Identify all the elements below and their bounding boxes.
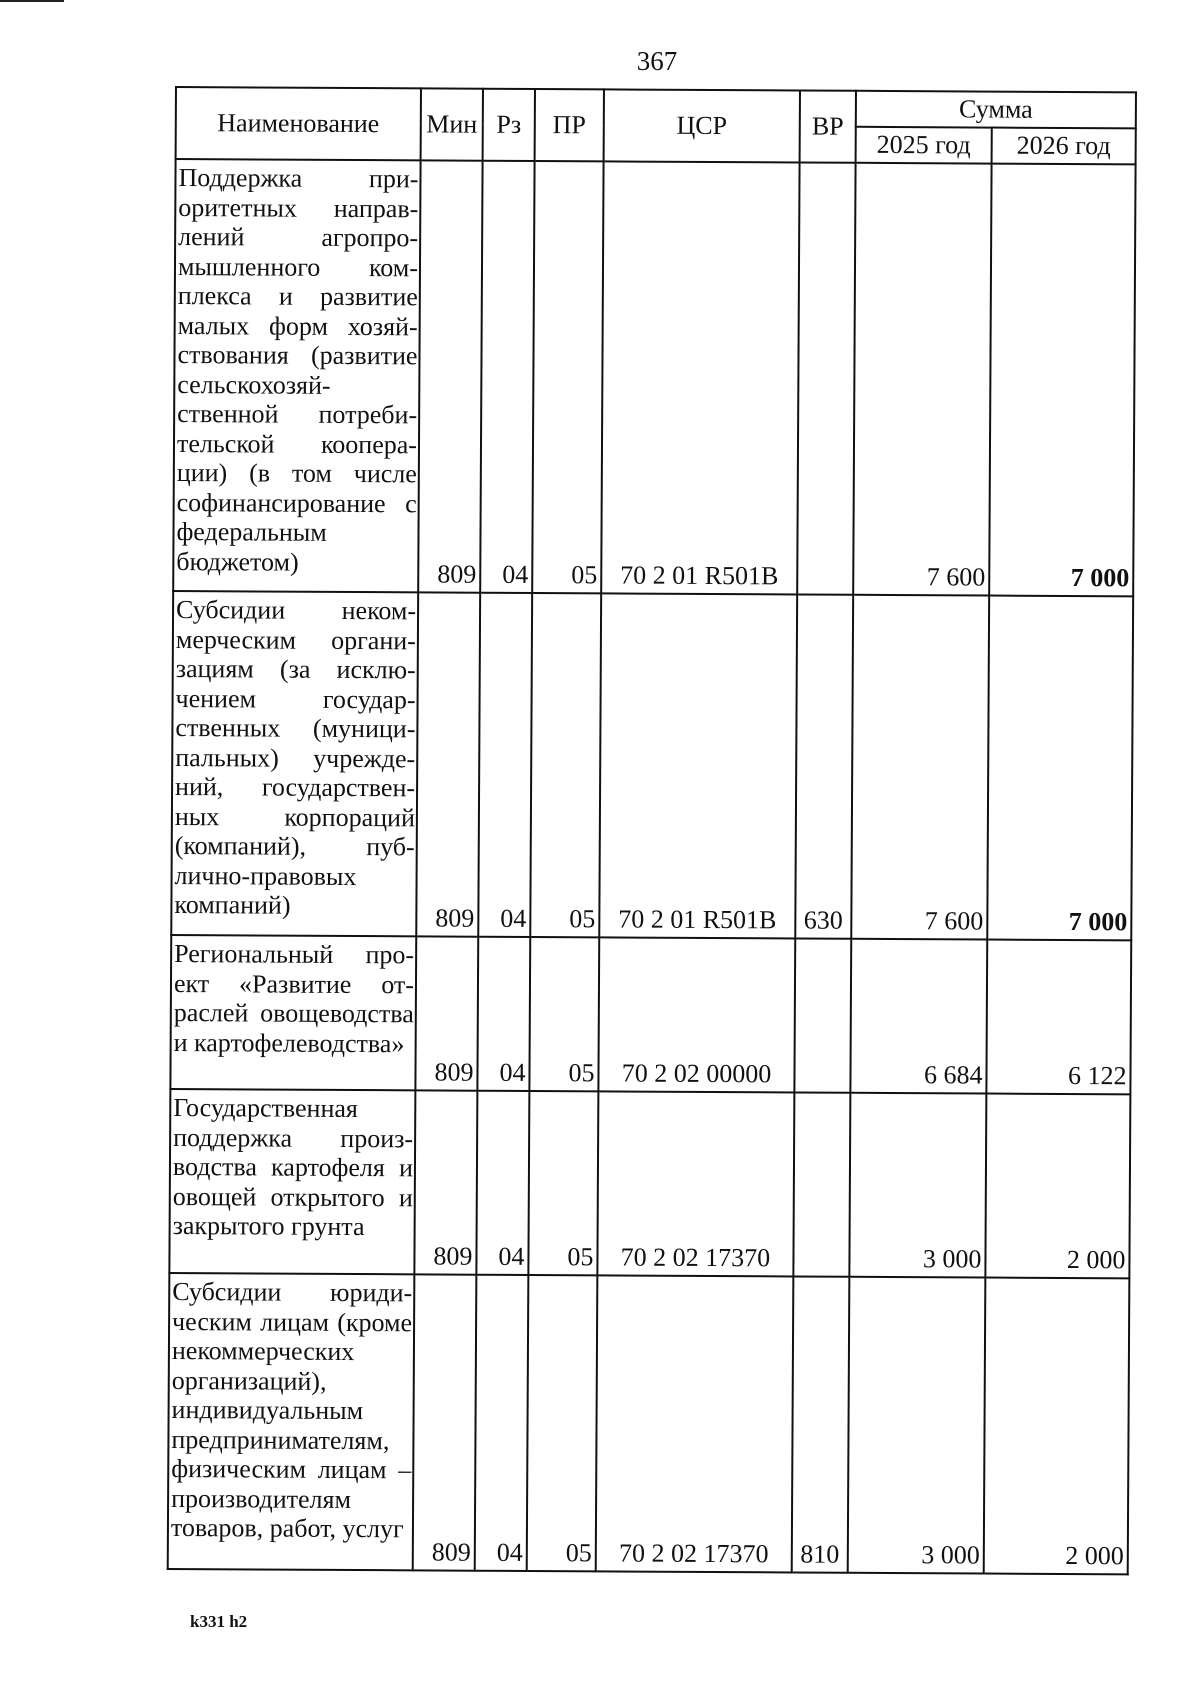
document-code: k331 h2 xyxy=(190,1612,248,1631)
header-year-2026: 2026 год xyxy=(992,128,1136,165)
row-csr: 70 2 02 00000 xyxy=(598,937,795,1092)
row-csr: 70 2 02 17370 xyxy=(596,1275,794,1572)
row-pr: 05 xyxy=(532,161,603,593)
row-sum-2026: 2 000 xyxy=(985,1094,1130,1279)
row-pr: 05 xyxy=(529,937,599,1091)
table-row xyxy=(173,159,1135,596)
row-sum-2026: 7 000 xyxy=(987,596,1133,941)
row-vr xyxy=(793,1092,850,1276)
row-csr: 70 2 01 R501B xyxy=(599,593,797,938)
header-year-2025: 2025 год xyxy=(856,127,992,164)
row-min: 809 xyxy=(418,160,482,592)
row-sum-2025: 3 000 xyxy=(848,1277,986,1574)
row-sum-2025: 3 000 xyxy=(849,1093,986,1278)
row-min: 809 xyxy=(413,1274,477,1570)
header-sum: Сумма xyxy=(856,91,1136,129)
row-name: Субсидии некоммерческим организациям (за исключением государственных (муниципальных) учреждений, государственных корпораций (компаний), публично-правовых компаний) xyxy=(171,591,418,936)
row-min: 809 xyxy=(415,936,478,1090)
row-pr: 05 xyxy=(528,1091,598,1275)
scan-edge-mark xyxy=(0,0,64,2)
row-vr xyxy=(794,938,851,1092)
row-sum-2025: 7 600 xyxy=(853,163,991,596)
table-row xyxy=(170,935,1131,1094)
header-row-top xyxy=(176,87,1136,128)
row-name: Региональный проект «Развитие отраслей овощеводства и картофелеводства» xyxy=(170,935,416,1090)
row-min: 809 xyxy=(416,592,480,936)
row-name: Государственная поддержка производства картофеля и овощей открытого и закрытого грунта xyxy=(169,1089,415,1274)
row-sum-2026: 7 000 xyxy=(989,164,1135,597)
row-sum-2025: 6 684 xyxy=(850,939,987,1094)
header-pr: ПР xyxy=(535,89,604,161)
row-min: 809 xyxy=(414,1090,477,1274)
row-vr: 810 xyxy=(792,1276,850,1572)
row-sum-2026: 6 122 xyxy=(986,940,1131,1095)
row-csr: 70 2 01 R501B xyxy=(601,161,799,594)
row-sum-2025: 7 600 xyxy=(851,595,989,940)
row-pr: 05 xyxy=(530,593,601,937)
row-rz: 04 xyxy=(475,1275,529,1571)
header-name: Наименование xyxy=(176,87,421,160)
row-name: Субсидии юридическим лицам (кроме некоммерческих организаций), индивидуальным предпринимателям, физическим лицам – производителям товаров, работ, услуг xyxy=(168,1273,415,1570)
row-name: Поддержка приоритетных направлений агропромышленного комплекса и развитие малых форм хозяйствования (развитие сельскохозяйственной потребительской кооперации) (в том числе софинансирование с федеральным бюджетом) xyxy=(173,159,420,592)
table-row xyxy=(171,591,1133,940)
header-rz: Рз xyxy=(483,89,535,161)
row-sum-2026: 2 000 xyxy=(984,1278,1130,1575)
row-vr: 630 xyxy=(795,594,853,938)
row-rz: 04 xyxy=(476,1091,529,1275)
table-row xyxy=(168,1273,1130,1574)
table-row xyxy=(169,1089,1130,1278)
header-min: Мин xyxy=(421,88,483,160)
row-rz: 04 xyxy=(480,161,534,593)
header-csr: ЦСР xyxy=(604,89,800,162)
row-rz: 04 xyxy=(478,593,532,937)
row-pr: 05 xyxy=(527,1275,598,1571)
row-rz: 04 xyxy=(477,937,530,1091)
row-csr: 70 2 02 17370 xyxy=(597,1091,794,1276)
header-vr: ВР xyxy=(800,90,856,162)
page-number: 367 xyxy=(636,46,678,76)
budget-table xyxy=(167,86,1137,1575)
row-vr xyxy=(797,162,855,594)
